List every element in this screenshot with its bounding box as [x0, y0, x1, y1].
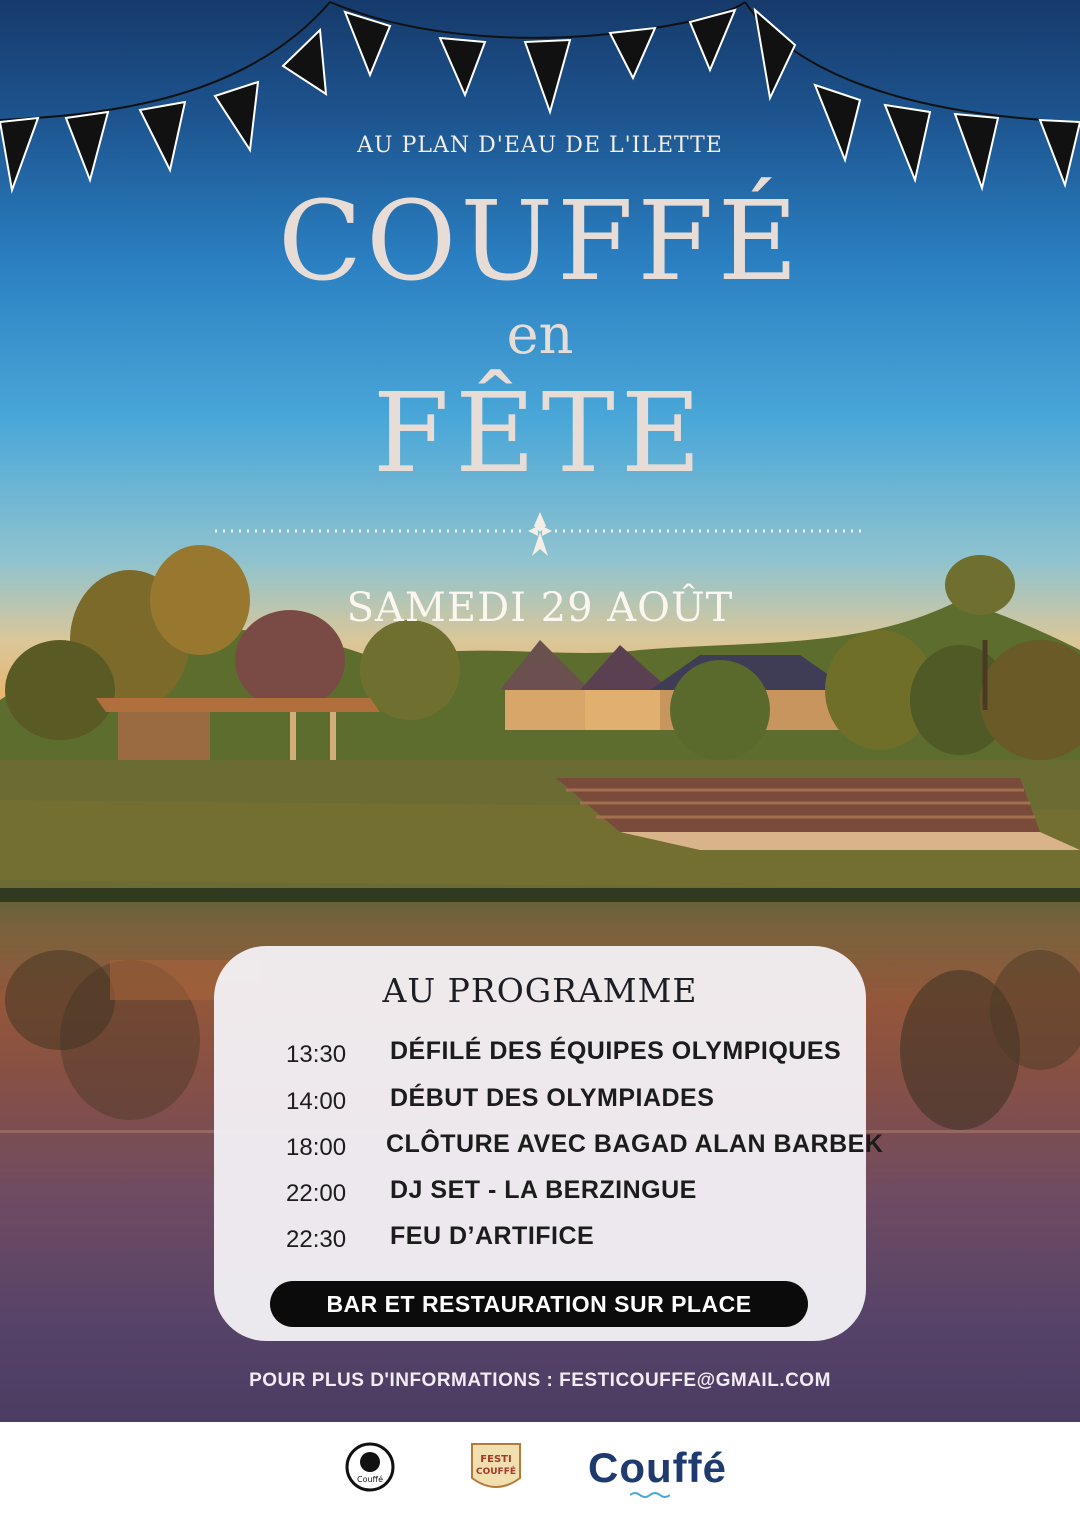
- subtitle-location: AU PLAN D'EAU DE L'ILETTE: [357, 133, 723, 158]
- program-time: 22:00: [286, 1180, 347, 1207]
- program-time: 22:30: [286, 1226, 347, 1253]
- wave-icon: [630, 1491, 670, 1499]
- couffe-round-logo-icon: [345, 1442, 395, 1492]
- program-label: CLÔTURE AVEC BAGAD ALAN BARBEK: [386, 1130, 884, 1158]
- program-item: [214, 1035, 866, 1075]
- couffe-wordmark-logo: Couffé: [588, 1444, 727, 1491]
- logo-2-bottom-text: COUFFÉ: [475, 1467, 517, 1477]
- festi-couffe-badge-icon: [469, 1440, 523, 1496]
- program-time: 13:30: [286, 1041, 347, 1068]
- program-label: DJ SET - LA BERZINGUE: [390, 1176, 697, 1204]
- title-line-1: COUFFÉ: [278, 177, 802, 305]
- program-time: 14:00: [286, 1088, 347, 1115]
- contact-info: POUR PLUS D'INFORMATIONS : FESTICOUFFE@GMAIL.COM: [249, 1370, 831, 1391]
- event-date: SAMEDI 29 AOÛT: [346, 585, 734, 631]
- logo-2-top-text: FESTI: [480, 1454, 512, 1465]
- sponsor-logos-strip: [0, 1422, 1080, 1525]
- ermine-ornament-icon: [528, 512, 552, 556]
- program-label: FEU D’ARTIFICE: [390, 1222, 595, 1250]
- program-item: [214, 1174, 866, 1214]
- logo-1-text: Couffé: [357, 1475, 383, 1484]
- program-time: 18:00: [286, 1134, 347, 1161]
- title-line-3: FÊTE: [372, 369, 708, 497]
- program-label: DÉBUT DES OLYMPIADES: [390, 1084, 715, 1112]
- program-item: [214, 1220, 866, 1260]
- program-item: [214, 1128, 884, 1168]
- program-label: DÉFILÉ DES ÉQUIPES OLYMPIQUES: [390, 1037, 842, 1065]
- title-line-2: en: [506, 303, 574, 366]
- program-card: [214, 946, 884, 1341]
- bar-restauration-banner: BAR ET RESTAURATION SUR PLACE: [270, 1281, 808, 1327]
- program-title: AU PROGRAMME: [382, 971, 698, 1010]
- program-item: [214, 1082, 866, 1122]
